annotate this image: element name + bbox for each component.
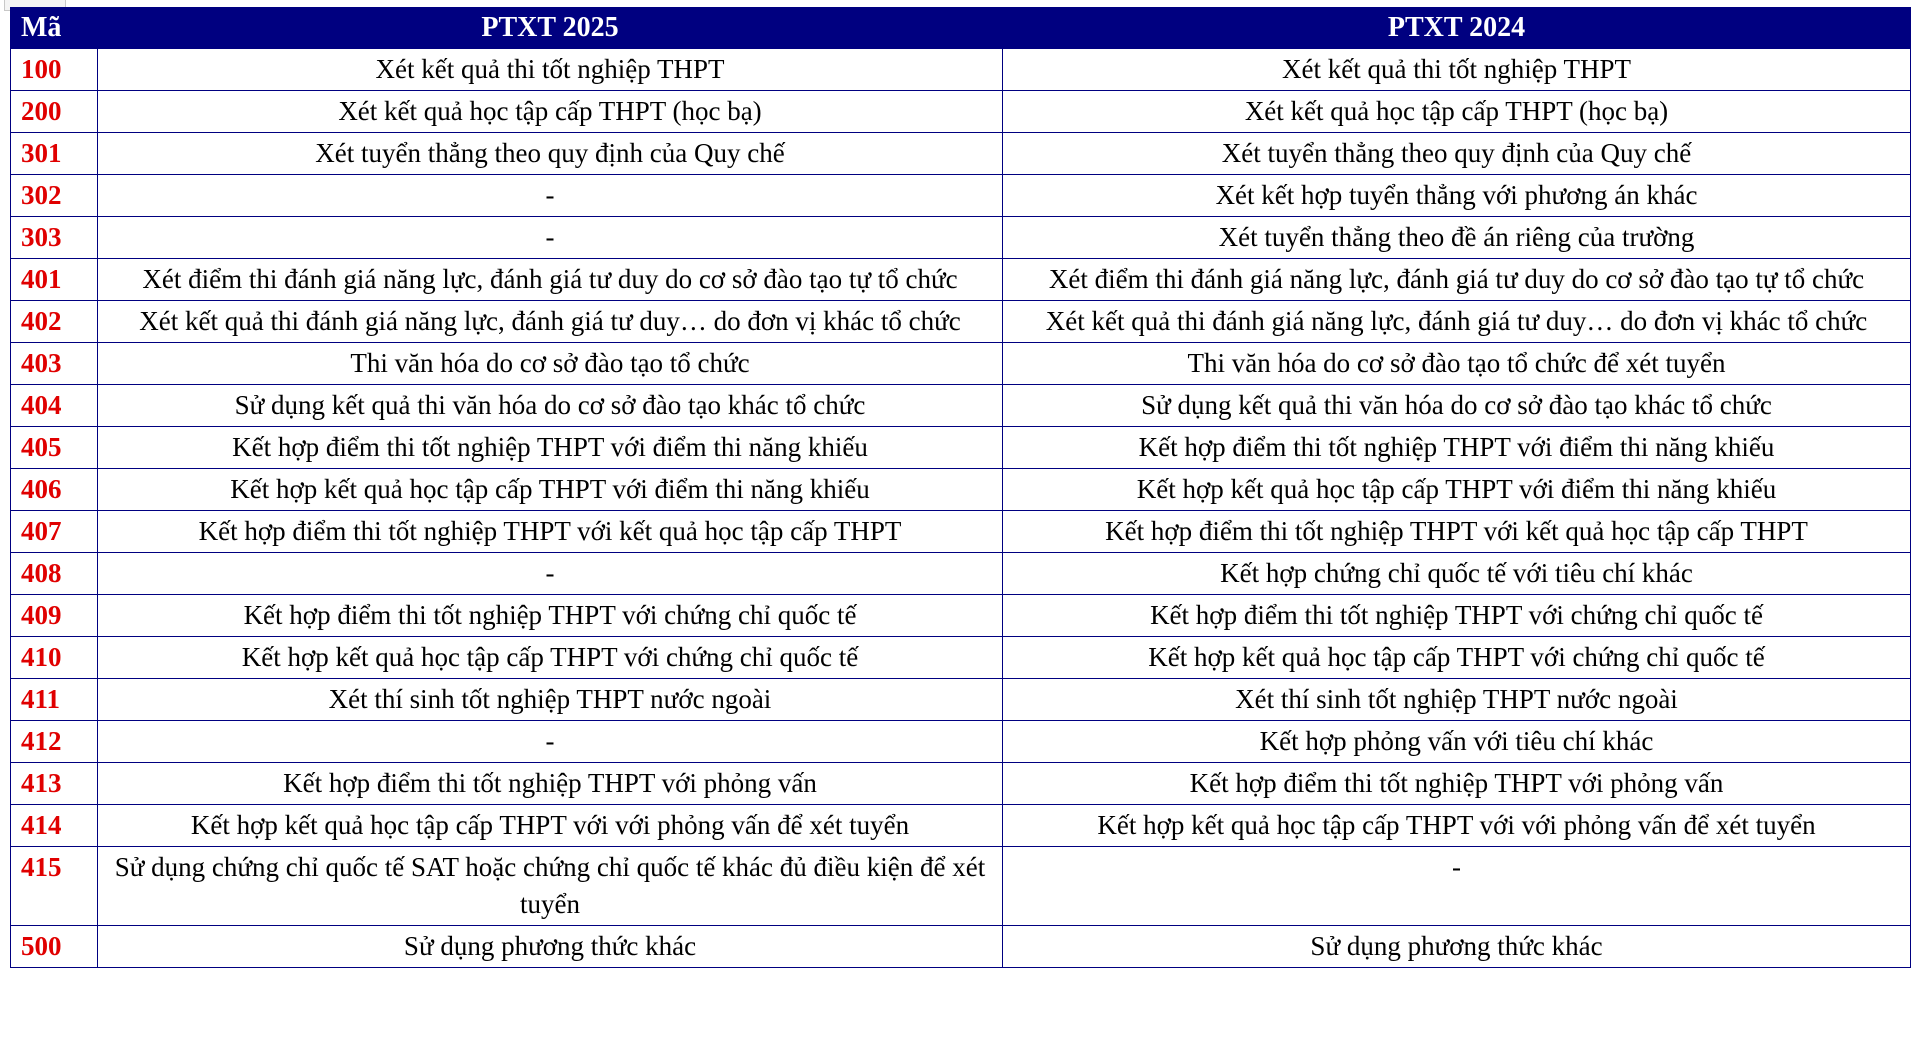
method-code: 404 (11, 385, 98, 427)
method-code: 406 (11, 469, 98, 511)
method-2024: Kết hợp kết quả học tập cấp THPT với điểm thi năng khiếu (1003, 469, 1911, 511)
method-2024: Xét tuyển thẳng theo quy định của Quy chế (1003, 133, 1911, 175)
method-code: 413 (11, 763, 98, 805)
table-row (11, 763, 1911, 805)
method-2025: - (98, 553, 1003, 595)
method-2024: Xét kết hợp tuyển thẳng với phương án khác (1003, 175, 1911, 217)
method-2025: Kết hợp điểm thi tốt nghiệp THPT với chứng chỉ quốc tế (98, 595, 1003, 637)
table-row (11, 427, 1911, 469)
method-2024: Xét kết quả thi tốt nghiệp THPT (1003, 49, 1911, 91)
method-2025: - (98, 217, 1003, 259)
table-row (11, 91, 1911, 133)
method-2024: Kết hợp kết quả học tập cấp THPT với với phỏng vấn để xét tuyển (1003, 805, 1911, 847)
table-row (11, 847, 1911, 926)
method-code: 415 (11, 847, 98, 926)
header-ptxt-2025: PTXT 2025 (98, 8, 1003, 49)
method-2025: Kết hợp điểm thi tốt nghiệp THPT với điểm thi năng khiếu (98, 427, 1003, 469)
method-2025: - (98, 721, 1003, 763)
table-row (11, 217, 1911, 259)
method-2024: Sử dụng kết quả thi văn hóa do cơ sở đào tạo khác tổ chức (1003, 385, 1911, 427)
method-code: 301 (11, 133, 98, 175)
method-code: 200 (11, 91, 98, 133)
table-header-row (11, 8, 1911, 49)
method-2024: Kết hợp điểm thi tốt nghiệp THPT với chứng chỉ quốc tế (1003, 595, 1911, 637)
table-row (11, 343, 1911, 385)
table-row (11, 259, 1911, 301)
method-2025: Kết hợp kết quả học tập cấp THPT với với phỏng vấn để xét tuyển (98, 805, 1003, 847)
method-2025: Sử dụng kết quả thi văn hóa do cơ sở đào tạo khác tổ chức (98, 385, 1003, 427)
method-2024: Thi văn hóa do cơ sở đào tạo tổ chức để xét tuyển (1003, 343, 1911, 385)
header-ptxt-2024: PTXT 2024 (1003, 8, 1911, 49)
method-code: 303 (11, 217, 98, 259)
method-code: 407 (11, 511, 98, 553)
method-code: 405 (11, 427, 98, 469)
method-2024: Xét tuyển thẳng theo đề án riêng của trường (1003, 217, 1911, 259)
method-2024: Xét điểm thi đánh giá năng lực, đánh giá tư duy do cơ sở đào tạo tự tổ chức (1003, 259, 1911, 301)
method-code: 302 (11, 175, 98, 217)
table-row (11, 49, 1911, 91)
method-2024: Kết hợp điểm thi tốt nghiệp THPT với điểm thi năng khiếu (1003, 427, 1911, 469)
method-2024: Xét kết quả thi đánh giá năng lực, đánh giá tư duy… do đơn vị khác tổ chức (1003, 301, 1911, 343)
method-2025: Xét tuyển thẳng theo quy định của Quy chế (98, 133, 1003, 175)
table-row (11, 469, 1911, 511)
table-row (11, 133, 1911, 175)
method-code: 408 (11, 553, 98, 595)
table-row (11, 637, 1911, 679)
table-row (11, 511, 1911, 553)
method-2025: Thi văn hóa do cơ sở đào tạo tổ chức (98, 343, 1003, 385)
method-code: 411 (11, 679, 98, 721)
method-2025: Sử dụng chứng chỉ quốc tế SAT hoặc chứng chỉ quốc tế khác đủ điều kiện để xét tuyển (98, 847, 1003, 926)
method-code: 401 (11, 259, 98, 301)
method-2024: Kết hợp điểm thi tốt nghiệp THPT với kết quả học tập cấp THPT (1003, 511, 1911, 553)
method-2024: Kết hợp phỏng vấn với tiêu chí khác (1003, 721, 1911, 763)
table-row (11, 805, 1911, 847)
method-2024: - (1003, 847, 1911, 926)
method-2025: Xét kết quả thi đánh giá năng lực, đánh giá tư duy… do đơn vị khác tổ chức (98, 301, 1003, 343)
method-code: 409 (11, 595, 98, 637)
header-code: Mã (11, 8, 98, 49)
method-2024: Xét kết quả học tập cấp THPT (học bạ) (1003, 91, 1911, 133)
table-row (11, 679, 1911, 721)
method-2024: Kết hợp chứng chỉ quốc tế với tiêu chí khác (1003, 553, 1911, 595)
table-row (11, 721, 1911, 763)
method-2025: Kết hợp kết quả học tập cấp THPT với điểm thi năng khiếu (98, 469, 1003, 511)
method-2025: Xét thí sinh tốt nghiệp THPT nước ngoài (98, 679, 1003, 721)
method-code: 402 (11, 301, 98, 343)
method-code: 410 (11, 637, 98, 679)
method-2025: Xét kết quả học tập cấp THPT (học bạ) (98, 91, 1003, 133)
table-row (11, 385, 1911, 427)
method-2024: Xét thí sinh tốt nghiệp THPT nước ngoài (1003, 679, 1911, 721)
table-row (11, 595, 1911, 637)
table-row (11, 553, 1911, 595)
method-2024: Kết hợp điểm thi tốt nghiệp THPT với phỏng vấn (1003, 763, 1911, 805)
method-2025: Xét điểm thi đánh giá năng lực, đánh giá tư duy do cơ sở đào tạo tự tổ chức (98, 259, 1003, 301)
method-2025: - (98, 175, 1003, 217)
method-code: 412 (11, 721, 98, 763)
method-code: 100 (11, 49, 98, 91)
admission-methods-table (10, 7, 1911, 968)
method-2025: Xét kết quả thi tốt nghiệp THPT (98, 49, 1003, 91)
method-2025: Sử dụng phương thức khác (98, 926, 1003, 968)
method-2025: Kết hợp điểm thi tốt nghiệp THPT với phỏng vấn (98, 763, 1003, 805)
method-2025: Kết hợp kết quả học tập cấp THPT với chứng chỉ quốc tế (98, 637, 1003, 679)
method-2025: Kết hợp điểm thi tốt nghiệp THPT với kết quả học tập cấp THPT (98, 511, 1003, 553)
table-row (11, 926, 1911, 968)
method-code: 500 (11, 926, 98, 968)
table-row (11, 301, 1911, 343)
method-2024: Kết hợp kết quả học tập cấp THPT với chứng chỉ quốc tế (1003, 637, 1911, 679)
method-2024: Sử dụng phương thức khác (1003, 926, 1911, 968)
method-code: 414 (11, 805, 98, 847)
table-row (11, 175, 1911, 217)
method-code: 403 (11, 343, 98, 385)
